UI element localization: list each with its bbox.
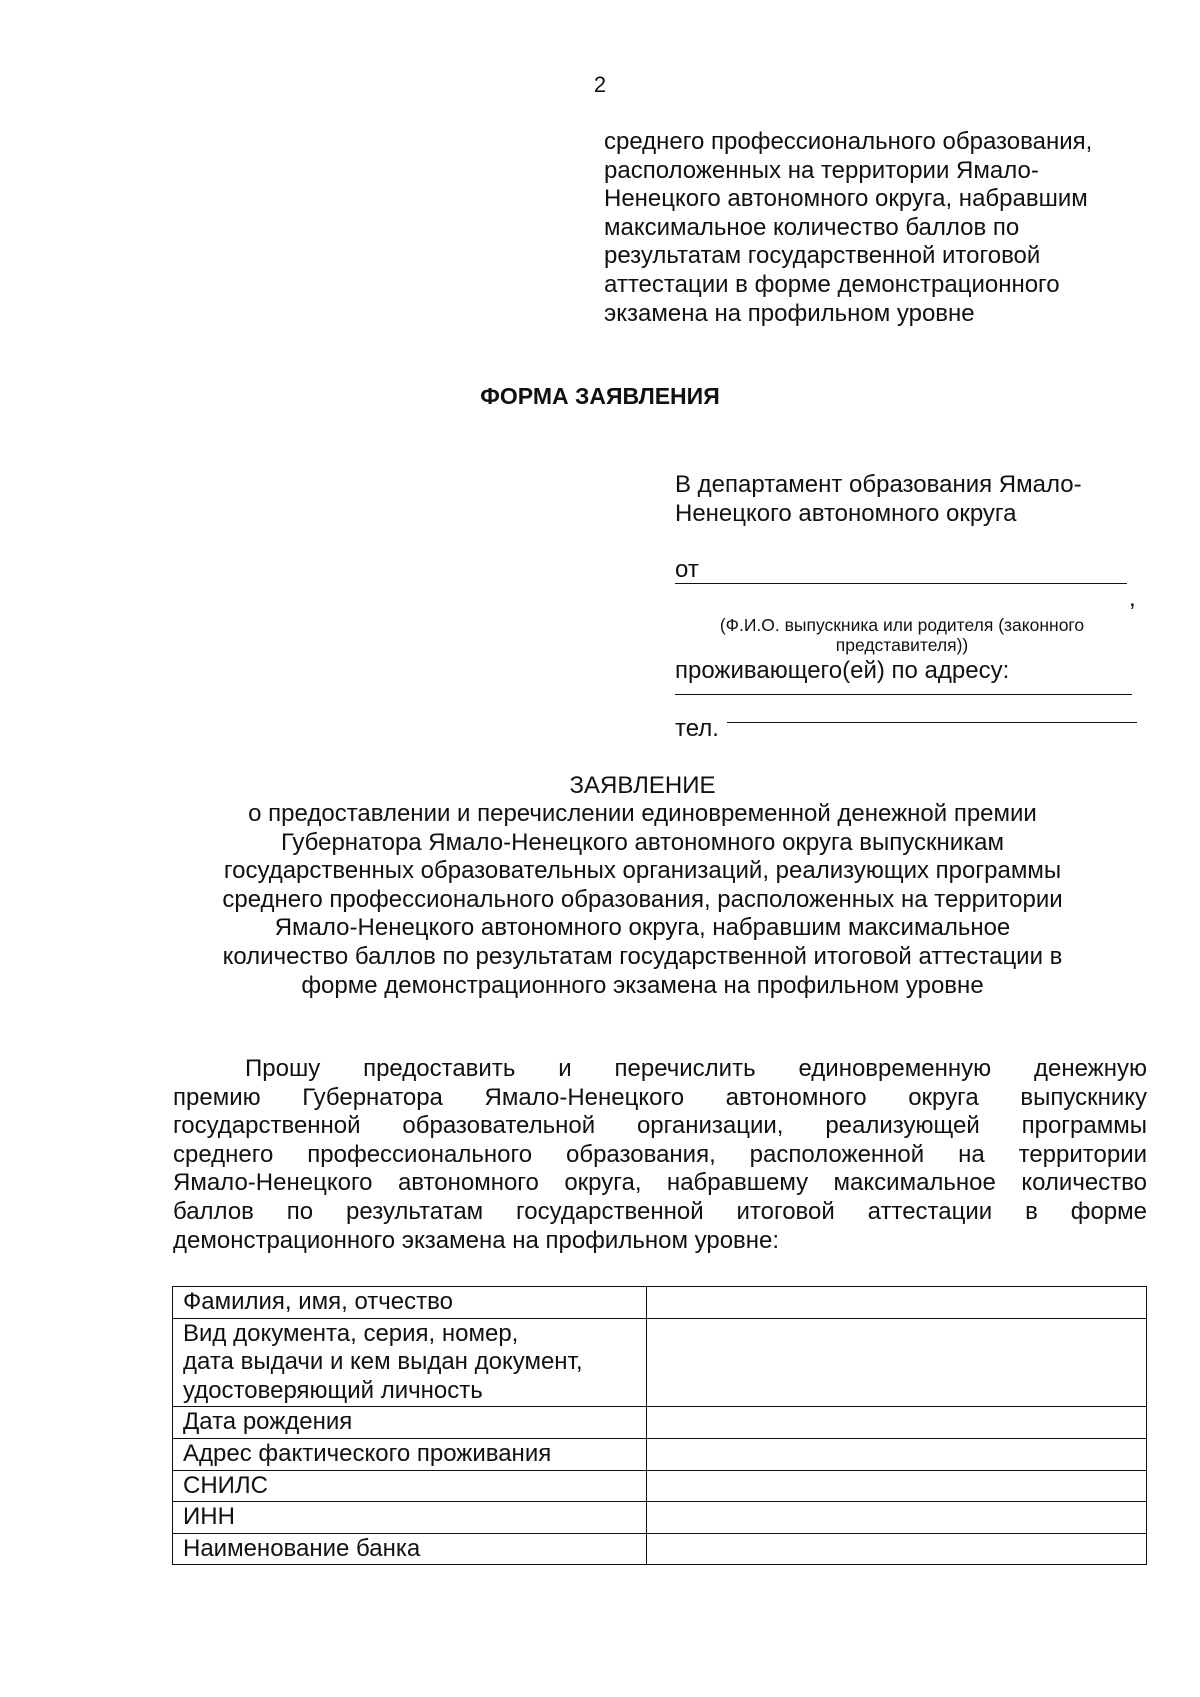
application-subtitle-line: Губернатора Ямало-Ненецкого автономного округа выпускникам: [280, 828, 1005, 856]
page-number: 2: [593, 72, 607, 97]
header-reference-line: аттестации в форме демонстрационного: [604, 270, 1060, 298]
table-row-label-line: Вид документа, серия, номер,: [183, 1319, 519, 1347]
table-row: [173, 1470, 1147, 1502]
application-subtitle: [150, 800, 1135, 1000]
fio-caption: [672, 615, 1132, 655]
table-row: [173, 1287, 1147, 1319]
table-row-value[interactable]: [647, 1287, 1147, 1319]
header-reference-line: Ненецкого автономного округа, набравшим: [604, 185, 1088, 213]
residing-label: проживающего(ей) по адресу:: [675, 657, 1010, 684]
table-row-label-line: удостоверяющий личность: [183, 1376, 483, 1404]
table-row-value[interactable]: [647, 1533, 1147, 1565]
application-body: [173, 1055, 1147, 1255]
fio-comma: ,: [1129, 585, 1136, 612]
header-reference-line: максимальное количество баллов по: [604, 213, 1020, 241]
body-line: Прошу предоставить и перечислить единовременную денежную: [245, 1055, 1147, 1082]
table-row-label-line: дата выдачи и кем выдан документ,: [183, 1348, 583, 1376]
fio-caption-line: (Ф.И.О. выпускника или родителя (законного: [719, 615, 1085, 635]
table-row-label-line: Наименование банка: [183, 1534, 421, 1562]
application-subtitle-line: Ямало-Ненецкого автономного округа, набравшим максимальное: [274, 914, 1011, 942]
body-line: демонстрационного экзамена на профильном уровне:: [173, 1226, 780, 1254]
table-row-value[interactable]: [647, 1438, 1147, 1470]
from-label: от: [675, 556, 699, 583]
application-subtitle-line: форме демонстрационного экзамена на профильном уровне: [301, 971, 984, 999]
application-title: ЗАЯВЛЕНИЕ: [569, 772, 716, 799]
table-row-label-line: ИНН: [183, 1503, 235, 1531]
application-subtitle-line: о предоставлении и перечислении единовременной денежной премии: [248, 800, 1037, 827]
form-title: ФОРМА ЗАЯВЛЕНИЯ: [480, 383, 720, 409]
addressee-line: Ненецкого автономного округа: [675, 500, 1017, 527]
header-reference-line: результатам государственной итоговой: [604, 242, 1041, 270]
table-row: [173, 1318, 1147, 1407]
table-row-label: [173, 1438, 647, 1470]
body-line: среднего профессионального образования, расположенной на территории: [173, 1140, 1147, 1168]
table-row-label-line: Адрес фактического проживания: [183, 1439, 552, 1467]
application-subtitle-line: среднего профессионального образования, расположенных на территории: [222, 885, 1063, 913]
body-line: Ямало-Ненецкого автономного округа, набравшему максимальное количество: [173, 1169, 1147, 1197]
application-subtitle-line: количество баллов по результатам государственной итоговой аттестации в: [222, 942, 1063, 970]
table-row-label: [173, 1287, 647, 1319]
table-row-label: [173, 1407, 647, 1439]
address-fill-line[interactable]: [675, 694, 1132, 695]
phone-fill-line[interactable]: [727, 722, 1137, 723]
body-line: баллов по результатам государственной итоговой аттестации в форме: [173, 1197, 1147, 1225]
addressee-block: [675, 470, 1155, 528]
table-row: [173, 1533, 1147, 1565]
table-row-label: [173, 1470, 647, 1502]
header-reference-line: экзамена на профильном уровне: [604, 299, 975, 327]
table-row-label-line: Дата рождения: [183, 1408, 353, 1436]
body-line: государственной образовательной организации, реализующей программы: [173, 1112, 1147, 1140]
header-reference-line: расположенных на территории Ямало-: [604, 156, 1039, 184]
body-line: премию Губернатора Ямало-Ненецкого автономного округа выпускнику: [173, 1083, 1147, 1111]
table-row-value[interactable]: [647, 1470, 1147, 1502]
table-row-label-line: Фамилия, имя, отчество: [183, 1288, 453, 1315]
table-row-value[interactable]: [647, 1502, 1147, 1534]
table-row-label: [173, 1533, 647, 1565]
table-row: [173, 1438, 1147, 1470]
application-subtitle-line: государственных образовательных организаций, реализующих программы: [223, 857, 1062, 885]
fio-caption-line: представителя)): [835, 635, 969, 655]
applicant-data-table: [172, 1286, 1147, 1565]
table-row-label-line: СНИЛС: [183, 1471, 268, 1499]
header-reference: [604, 128, 1164, 328]
fio-fill-line[interactable]: [675, 583, 1127, 584]
table-row-value[interactable]: [647, 1318, 1147, 1407]
table-row-label: [173, 1318, 647, 1407]
header-reference-line: среднего профессионального образования,: [604, 128, 1093, 155]
table-row-label: [173, 1502, 647, 1534]
addressee-line: В департамент образования Ямало-: [675, 471, 1082, 498]
table-row: [173, 1407, 1147, 1439]
table-row: [173, 1502, 1147, 1534]
table-row-value[interactable]: [647, 1407, 1147, 1439]
phone-label: тел.: [675, 715, 719, 742]
